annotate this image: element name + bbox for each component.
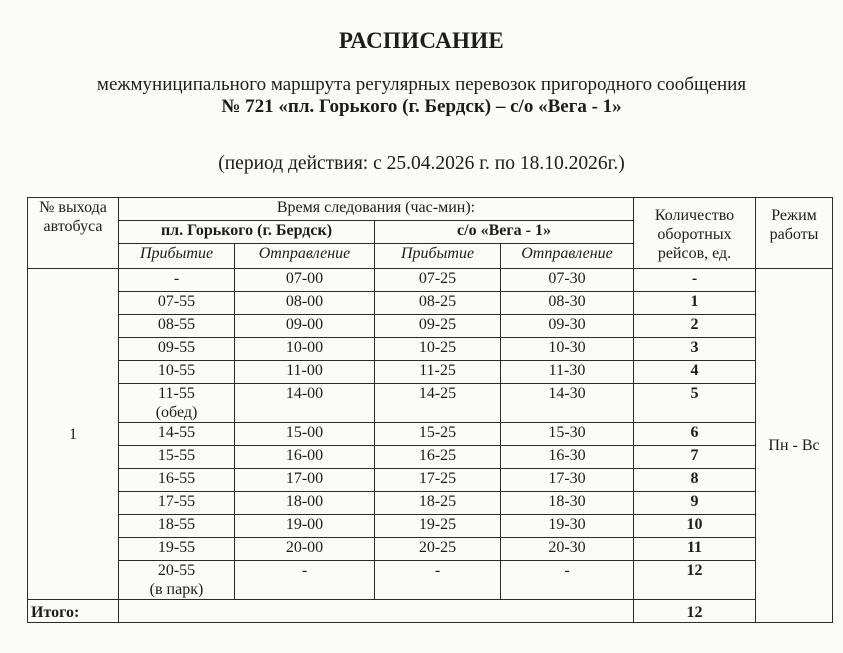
b-departure-cell: 18-30 <box>501 492 634 515</box>
bus-number-cell: 1 <box>28 269 119 600</box>
trip-count-cell: 2 <box>634 315 756 338</box>
b-departure-cell: 19-30 <box>501 515 634 538</box>
b-arrival-cell: 09-25 <box>375 315 501 338</box>
table-row <box>28 515 833 538</box>
table-row <box>28 292 833 315</box>
a-arrival-cell: 09-55 <box>119 338 235 361</box>
header-work-mode: Режим работы <box>756 198 833 269</box>
a-arrival-cell: 07-55 <box>119 292 235 315</box>
a-departure-cell: 18-00 <box>235 492 375 515</box>
a-arrival-note: (обед) <box>155 404 198 421</box>
header-a-departure: Отправление <box>235 244 375 269</box>
total-spacer <box>119 600 634 623</box>
trip-count-cell: 4 <box>634 361 756 384</box>
table-row <box>28 492 833 515</box>
b-departure-cell: 10-30 <box>501 338 634 361</box>
trip-count-cell: 3 <box>634 338 756 361</box>
table-row <box>28 315 833 338</box>
trip-count-cell: 1 <box>634 292 756 315</box>
a-departure-cell: 16-00 <box>235 446 375 469</box>
b-arrival-cell: 16-25 <box>375 446 501 469</box>
table-row <box>28 538 833 561</box>
a-arrival-cell: - <box>119 269 235 292</box>
table-row <box>28 269 833 292</box>
b-departure-cell: 08-30 <box>501 292 634 315</box>
table-row <box>28 423 833 446</box>
document-subtitle <box>0 74 843 118</box>
a-departure-cell: 08-00 <box>235 292 375 315</box>
a-departure-cell: 10-00 <box>235 338 375 361</box>
a-departure-cell: 20-00 <box>235 538 375 561</box>
table-row <box>28 561 833 600</box>
b-arrival-cell: 07-25 <box>375 269 501 292</box>
header-stop-b: с/о «Вега - 1» <box>375 221 634 244</box>
b-departure-cell: 16-30 <box>501 446 634 469</box>
b-arrival-cell: 20-25 <box>375 538 501 561</box>
a-departure-cell: 17-00 <box>235 469 375 492</box>
a-arrival-cell: 08-55 <box>119 315 235 338</box>
a-arrival-cell: 17-55 <box>119 492 235 515</box>
a-arrival-cell: 16-55 <box>119 469 235 492</box>
subtitle-line-1: межмуниципального маршрута регулярных перевозок пригородного сообщения <box>96 74 747 95</box>
a-departure-cell: 11-00 <box>235 361 375 384</box>
b-departure-cell: 15-30 <box>501 423 634 446</box>
a-arrival-cell <box>119 384 235 423</box>
table-row <box>28 338 833 361</box>
header-b-arrival: Прибытие <box>375 244 501 269</box>
b-arrival-cell: 18-25 <box>375 492 501 515</box>
trip-count-cell: 5 <box>634 384 756 423</box>
a-arrival-time: 11-55 <box>158 385 195 402</box>
b-arrival-cell: 11-25 <box>375 361 501 384</box>
a-departure-cell: 14-00 <box>235 384 375 423</box>
b-arrival-cell: - <box>375 561 501 600</box>
route-name: № 721 «пл. Горького (г. Бердск) – с/о «Вега - 1» <box>221 96 622 117</box>
header-b-departure: Отправление <box>501 244 634 269</box>
a-departure-cell: 19-00 <box>235 515 375 538</box>
trip-count-cell: 12 <box>634 561 756 600</box>
b-arrival-cell: 14-25 <box>375 384 501 423</box>
table-row <box>28 361 833 384</box>
trip-count-cell: 7 <box>634 446 756 469</box>
schedule-table <box>27 197 833 623</box>
work-mode-cell: Пн - Вс <box>756 269 833 623</box>
header-trip-count: Количество оборотных рейсов, ед. <box>634 198 756 269</box>
a-arrival-note: (в парк) <box>149 581 204 598</box>
trip-count-cell: - <box>634 269 756 292</box>
trip-count-cell: 6 <box>634 423 756 446</box>
b-departure-cell: 09-30 <box>501 315 634 338</box>
b-departure-cell: - <box>501 561 634 600</box>
header-bus-number: № выхода автобуса <box>28 198 119 269</box>
header-travel-time: Время следования (час-мин): <box>119 198 634 221</box>
b-arrival-cell: 10-25 <box>375 338 501 361</box>
table-row <box>28 446 833 469</box>
total-label: Итого: <box>28 600 119 623</box>
a-departure-cell: - <box>235 561 375 600</box>
header-stop-a: пл. Горького (г. Бердск) <box>119 221 375 244</box>
a-arrival-time: 20-55 <box>157 562 196 579</box>
b-arrival-cell: 08-25 <box>375 292 501 315</box>
b-arrival-cell: 17-25 <box>375 469 501 492</box>
a-arrival-cell <box>119 561 235 600</box>
trip-count-cell: 10 <box>634 515 756 538</box>
a-departure-cell: 09-00 <box>235 315 375 338</box>
trip-count-cell: 11 <box>634 538 756 561</box>
b-arrival-cell: 19-25 <box>375 515 501 538</box>
b-departure-cell: 14-30 <box>501 384 634 423</box>
a-arrival-cell: 10-55 <box>119 361 235 384</box>
b-departure-cell: 07-30 <box>501 269 634 292</box>
document-title: РАСПИСАНИЕ <box>338 28 505 53</box>
a-arrival-cell: 15-55 <box>119 446 235 469</box>
a-arrival-cell: 14-55 <box>119 423 235 446</box>
trip-count-cell: 9 <box>634 492 756 515</box>
table-row <box>28 469 833 492</box>
a-arrival-cell: 19-55 <box>119 538 235 561</box>
trip-count-cell: 8 <box>634 469 756 492</box>
header-a-arrival: Прибытие <box>119 244 235 269</box>
validity-period: (период действия: с 25.04.2026 г. по 18.10.2026г.) <box>218 153 625 174</box>
b-departure-cell: 11-30 <box>501 361 634 384</box>
b-departure-cell: 17-30 <box>501 469 634 492</box>
b-departure-cell: 20-30 <box>501 538 634 561</box>
total-row <box>28 600 833 623</box>
total-value: 12 <box>634 600 756 623</box>
a-departure-cell: 15-00 <box>235 423 375 446</box>
b-arrival-cell: 15-25 <box>375 423 501 446</box>
a-departure-cell: 07-00 <box>235 269 375 292</box>
table-row <box>28 384 833 423</box>
a-arrival-cell: 18-55 <box>119 515 235 538</box>
